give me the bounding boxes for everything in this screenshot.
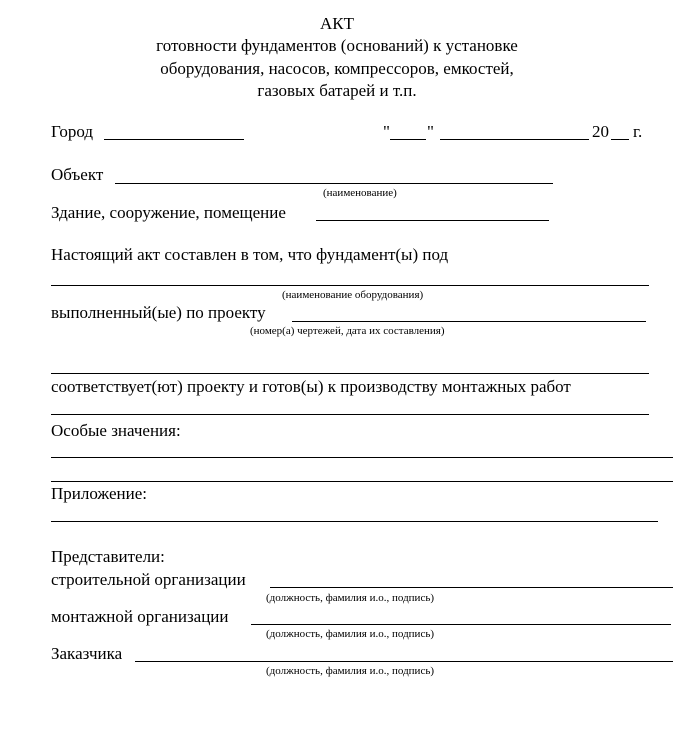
special-notes-label: Особые значения: xyxy=(51,421,181,440)
project-field-continued[interactable] xyxy=(51,373,649,374)
conformity-text: соответствует(ют) проекту и готов(ы) к производству монтажных работ xyxy=(51,377,571,396)
installation-org-signature-field[interactable] xyxy=(251,624,671,625)
installation-org-caption: (должность, фамилия и.о., подпись) xyxy=(266,628,435,640)
customer-label: Заказчика xyxy=(51,644,123,663)
object-caption: (наименование) xyxy=(323,187,397,199)
installation-org-label: монтажной организации xyxy=(51,607,229,626)
date-quote-close: " xyxy=(427,122,434,141)
equipment-field[interactable] xyxy=(51,285,649,286)
appendix-field[interactable] xyxy=(51,521,658,522)
date-year-suffix: г. xyxy=(633,122,643,141)
construction-org-signature-field[interactable] xyxy=(270,587,673,588)
customer-signature-field[interactable] xyxy=(135,661,673,662)
drawings-caption: (номер(а) чертежей, дата их составления) xyxy=(250,325,445,337)
city-field[interactable] xyxy=(104,139,244,140)
project-field[interactable] xyxy=(292,321,646,322)
construction-org-label: строительной организации xyxy=(51,570,246,589)
conformity-field[interactable] xyxy=(51,414,649,415)
building-field[interactable] xyxy=(316,220,549,221)
document-title: АКТ xyxy=(320,14,354,33)
document-subtitle-line-1: готовности фундаментов (оснований) к установке xyxy=(156,36,518,55)
appendix-label: Приложение: xyxy=(51,484,147,503)
construction-org-caption: (должность, фамилия и.о., подпись) xyxy=(266,592,435,604)
equipment-caption: (наименование оборудования) xyxy=(282,289,424,301)
date-day-field[interactable] xyxy=(390,139,426,140)
date-year-field[interactable] xyxy=(611,139,629,140)
customer-caption: (должность, фамилия и.о., подпись) xyxy=(266,665,435,677)
object-field[interactable] xyxy=(115,183,553,184)
object-label: Объект xyxy=(51,165,104,184)
statement-text: Настоящий акт составлен в том, что фундамент(ы) под xyxy=(51,245,449,264)
building-label: Здание, сооружение, помещение xyxy=(51,203,286,222)
city-label: Город xyxy=(51,122,93,141)
special-notes-field-2[interactable] xyxy=(51,481,673,482)
date-quote-open: " xyxy=(383,122,390,141)
done-label: выполненный(ые) по проекту xyxy=(51,303,266,322)
date-year-prefix: 20 xyxy=(592,122,609,141)
document-subtitle-line-3: газовых батарей и т.п. xyxy=(257,81,417,100)
representatives-heading: Представители: xyxy=(51,547,165,566)
document-subtitle-line-2: оборудования, насосов, компрессоров, емкостей, xyxy=(160,59,514,78)
special-notes-field-1[interactable] xyxy=(51,457,673,458)
date-month-field[interactable] xyxy=(440,139,589,140)
